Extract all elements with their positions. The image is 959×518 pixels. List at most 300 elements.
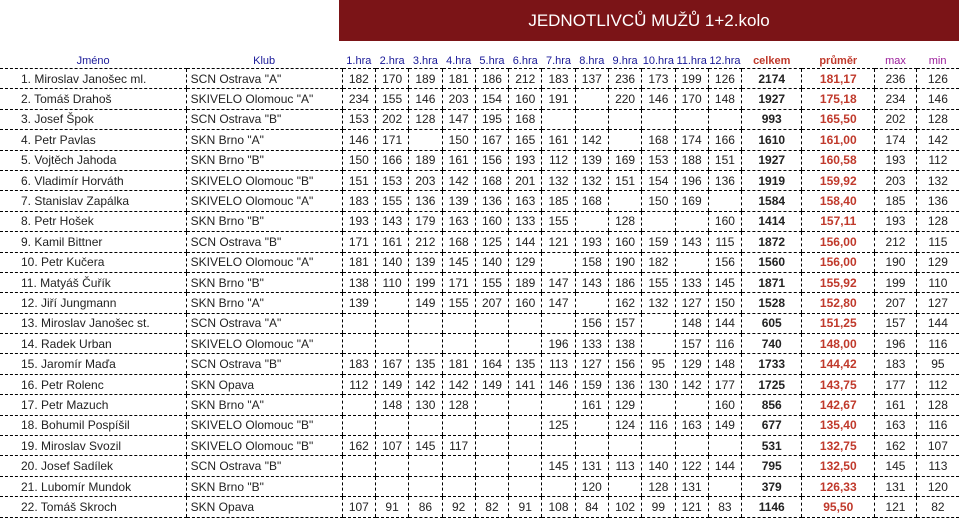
header-hra-12: 12.hra — [709, 54, 741, 67]
cell-average: 152,80 — [802, 293, 875, 313]
cell-game-7: 155 — [542, 211, 575, 231]
cell-game-10: 173 — [642, 69, 675, 89]
cell-game-11: 188 — [675, 150, 708, 170]
cell-game-2: 107 — [375, 436, 408, 456]
cell-game-1: 183 — [342, 191, 375, 211]
cell-game-10: 155 — [642, 272, 675, 292]
cell-min: 144 — [916, 313, 959, 333]
cell-total: 1414 — [742, 211, 802, 231]
cell-game-8: 142 — [575, 130, 608, 150]
cell-min: 120 — [916, 476, 959, 496]
cell-game-10 — [642, 436, 675, 456]
cell-game-9: 186 — [608, 272, 641, 292]
cell-game-2: 110 — [375, 272, 408, 292]
cell-game-8: 137 — [575, 69, 608, 89]
cell-game-5: 167 — [475, 130, 508, 150]
cell-game-8: 161 — [575, 395, 608, 415]
cell-game-3: 189 — [409, 69, 442, 89]
cell-game-4: 117 — [442, 436, 475, 456]
cell-game-5: 155 — [475, 272, 508, 292]
cell-game-2 — [375, 334, 408, 354]
cell-club: SKIVELO Olomouc "B" — [186, 415, 342, 435]
cell-game-12: 144 — [708, 313, 741, 333]
cell-game-1: 107 — [342, 497, 375, 517]
cell-game-6 — [509, 415, 542, 435]
cell-club: SKIVELO Olomouc "A" — [186, 252, 342, 272]
cell-max: 163 — [875, 415, 917, 435]
cell-min: 142 — [916, 130, 959, 150]
cell-game-7: 196 — [542, 334, 575, 354]
cell-game-12: 160 — [708, 211, 741, 231]
cell-min: 116 — [916, 415, 959, 435]
cell-max: 234 — [875, 89, 917, 109]
cell-game-8: 133 — [575, 334, 608, 354]
cell-game-12: 83 — [708, 497, 741, 517]
cell-game-1: 139 — [342, 293, 375, 313]
cell-game-3: 146 — [409, 89, 442, 109]
table-row — [0, 252, 959, 272]
cell-name: 22. Tomáš Skroch — [0, 497, 186, 517]
cell-game-9: 124 — [608, 415, 641, 435]
cell-club: SCN Ostrava "A" — [186, 313, 342, 333]
cell-game-3 — [409, 313, 442, 333]
cell-game-6: 163 — [509, 191, 542, 211]
cell-game-2: 170 — [375, 69, 408, 89]
cell-game-6: 165 — [509, 130, 542, 150]
cell-min: 116 — [916, 334, 959, 354]
cell-average: 156,00 — [802, 232, 875, 252]
cell-name: 20. Josef Sadílek — [0, 456, 186, 476]
table-row — [0, 89, 959, 109]
cell-game-7: 147 — [542, 293, 575, 313]
cell-max: 162 — [875, 436, 917, 456]
cell-game-9: 236 — [608, 69, 641, 89]
cell-game-3 — [409, 456, 442, 476]
cell-name: 3. Josef Špok — [0, 109, 186, 129]
cell-game-12: 149 — [708, 415, 741, 435]
cell-max: 190 — [875, 252, 917, 272]
cell-game-12: 177 — [708, 374, 741, 394]
cell-game-8: 158 — [575, 252, 608, 272]
header-hra-9: 9.hra — [612, 54, 638, 67]
cell-game-8 — [575, 211, 608, 231]
cell-game-7 — [542, 109, 575, 129]
cell-game-1: 153 — [342, 109, 375, 129]
cell-game-2 — [375, 313, 408, 333]
cell-name: 4. Petr Pavlas — [0, 130, 186, 150]
cell-game-12: 126 — [708, 69, 741, 89]
cell-club: SKN Opava — [186, 374, 342, 394]
cell-max: 212 — [875, 232, 917, 252]
header-hra-1: 1.hra — [346, 54, 372, 67]
cell-game-3: 189 — [409, 150, 442, 170]
cell-total: 1560 — [742, 252, 802, 272]
cell-max: 131 — [875, 476, 917, 496]
cell-game-8 — [575, 293, 608, 313]
cell-game-5: 207 — [475, 293, 508, 313]
cell-game-9 — [608, 109, 641, 129]
cell-name: 11. Matyáš Čuřík — [0, 272, 186, 292]
cell-game-4: 147 — [442, 109, 475, 129]
cell-game-2 — [375, 456, 408, 476]
cell-game-2: 148 — [375, 395, 408, 415]
cell-total: 1733 — [742, 354, 802, 374]
cell-game-8: 84 — [575, 497, 608, 517]
cell-game-8: 120 — [575, 476, 608, 496]
cell-total: 2174 — [742, 69, 802, 89]
cell-average: 132,75 — [802, 436, 875, 456]
cell-name: 17. Petr Mazuch — [0, 395, 186, 415]
cell-game-6: 91 — [509, 497, 542, 517]
cell-game-6 — [509, 456, 542, 476]
cell-max: 121 — [875, 497, 917, 517]
cell-game-4: 128 — [442, 395, 475, 415]
cell-name: 16. Petr Rolenc — [0, 374, 186, 394]
cell-game-3: 145 — [409, 436, 442, 456]
cell-min: 129 — [916, 252, 959, 272]
cell-game-11: 129 — [675, 354, 708, 374]
cell-total: 993 — [742, 109, 802, 129]
cell-game-7: 183 — [542, 69, 575, 89]
cell-game-5 — [475, 436, 508, 456]
header-jmeno: Jméno — [76, 54, 110, 67]
cell-average: 95,50 — [802, 497, 875, 517]
cell-game-12: 156 — [708, 252, 741, 272]
cell-game-9: 157 — [608, 313, 641, 333]
cell-game-11: 199 — [675, 69, 708, 89]
cell-game-4: 161 — [442, 150, 475, 170]
cell-game-11: 133 — [675, 272, 708, 292]
cell-game-7 — [542, 252, 575, 272]
cell-game-4: 203 — [442, 89, 475, 109]
cell-average: 165,50 — [802, 109, 875, 129]
cell-name: 5. Vojtěch Jahoda — [0, 150, 186, 170]
cell-name: 18. Bohumil Pospíšil — [0, 415, 186, 435]
cell-total: 1872 — [742, 232, 802, 252]
cell-game-6 — [509, 395, 542, 415]
cell-game-5: 154 — [475, 89, 508, 109]
cell-game-10: 182 — [642, 252, 675, 272]
cell-game-11 — [675, 252, 708, 272]
cell-game-3: 139 — [409, 252, 442, 272]
cell-min: 95 — [916, 354, 959, 374]
cell-min: 136 — [916, 191, 959, 211]
cell-game-7: 146 — [542, 374, 575, 394]
cell-name: 9. Kamil Bittner — [0, 232, 186, 252]
cell-game-4 — [442, 334, 475, 354]
cell-game-7 — [542, 313, 575, 333]
cell-max: 161 — [875, 395, 917, 415]
cell-game-8: 193 — [575, 232, 608, 252]
cell-game-4: 150 — [442, 130, 475, 150]
cell-game-11: 170 — [675, 89, 708, 109]
cell-average: 159,92 — [802, 170, 875, 190]
cell-game-5: 195 — [475, 109, 508, 129]
cell-game-10: 159 — [642, 232, 675, 252]
cell-game-1 — [342, 415, 375, 435]
cell-game-5: 82 — [475, 497, 508, 517]
cell-game-9: 129 — [608, 395, 641, 415]
table-row — [0, 170, 959, 190]
header-hra-2: 2.hra — [379, 54, 405, 67]
cell-game-11: 143 — [675, 232, 708, 252]
cell-game-6 — [509, 436, 542, 456]
cell-club: SKIVELO Olomouc "B" — [186, 436, 342, 456]
cell-game-6: 168 — [509, 109, 542, 129]
cell-name: 1. Miroslav Janošec ml. — [0, 69, 186, 89]
cell-average: 142,67 — [802, 395, 875, 415]
cell-game-2 — [375, 415, 408, 435]
cell-min: 126 — [916, 69, 959, 89]
cell-game-7 — [542, 395, 575, 415]
cell-game-10: 95 — [642, 354, 675, 374]
header-klub: Klub — [253, 54, 276, 67]
cell-game-10: 146 — [642, 89, 675, 109]
header-prumer: průměr — [819, 54, 858, 67]
cell-game-12: 160 — [708, 395, 741, 415]
cell-club: SCN Ostrava "B" — [186, 232, 342, 252]
cell-game-11: 157 — [675, 334, 708, 354]
cell-min: 146 — [916, 89, 959, 109]
cell-game-4: 92 — [442, 497, 475, 517]
cell-game-9: 136 — [608, 374, 641, 394]
cell-game-2: 202 — [375, 109, 408, 129]
cell-game-10: 168 — [642, 130, 675, 150]
cell-game-11 — [675, 211, 708, 231]
cell-name: 15. Jaromír Maďa — [0, 354, 186, 374]
cell-game-2: 143 — [375, 211, 408, 231]
cell-total: 677 — [742, 415, 802, 435]
cell-game-10 — [642, 313, 675, 333]
results-table — [0, 53, 959, 518]
cell-game-10 — [642, 334, 675, 354]
cell-game-1: 150 — [342, 150, 375, 170]
cell-game-2: 167 — [375, 354, 408, 374]
cell-game-3: 142 — [409, 374, 442, 394]
table-row — [0, 150, 959, 170]
cell-game-5: 168 — [475, 170, 508, 190]
cell-game-11: 131 — [675, 476, 708, 496]
cell-game-12: 116 — [708, 334, 741, 354]
cell-average: 175,18 — [802, 89, 875, 109]
cell-game-6 — [509, 313, 542, 333]
cell-min: 128 — [916, 395, 959, 415]
cell-game-12: 148 — [708, 89, 741, 109]
cell-total: 740 — [742, 334, 802, 354]
cell-max: 199 — [875, 272, 917, 292]
cell-game-2: 171 — [375, 130, 408, 150]
header-hra-10: 10.hra — [642, 54, 674, 67]
cell-game-8 — [575, 415, 608, 435]
cell-club: SKN Brno "B" — [186, 272, 342, 292]
cell-club: SKIVELO Olomouc "A" — [186, 89, 342, 109]
cell-game-11: 148 — [675, 313, 708, 333]
cell-total: 531 — [742, 436, 802, 456]
cell-game-1: 146 — [342, 130, 375, 150]
cell-game-4: 142 — [442, 374, 475, 394]
cell-average: 143,75 — [802, 374, 875, 394]
table-row — [0, 456, 959, 476]
cell-game-5: 149 — [475, 374, 508, 394]
table-row — [0, 374, 959, 394]
header-min: min — [928, 54, 947, 67]
cell-game-4: 155 — [442, 293, 475, 313]
cell-game-8: 139 — [575, 150, 608, 170]
cell-game-1: 138 — [342, 272, 375, 292]
header-hra-7: 7.hra — [545, 54, 572, 67]
cell-name: 2. Tomáš Drahoš — [0, 89, 186, 109]
cell-average: 155,92 — [802, 272, 875, 292]
cell-game-3: 179 — [409, 211, 442, 231]
cell-game-6: 135 — [509, 354, 542, 374]
cell-total: 1528 — [742, 293, 802, 313]
cell-game-8: 159 — [575, 374, 608, 394]
cell-game-4: 142 — [442, 170, 475, 190]
cell-game-9: 160 — [608, 232, 641, 252]
cell-name: 13. Miroslav Janošec st. — [0, 313, 186, 333]
cell-game-8: 132 — [575, 170, 608, 190]
cell-game-5: 160 — [475, 211, 508, 231]
cell-game-7: 121 — [542, 232, 575, 252]
table-row — [0, 211, 959, 231]
cell-club: SCN Ostrava "B" — [186, 354, 342, 374]
header-hra-11: 11.hra — [676, 54, 707, 67]
cell-game-11: 127 — [675, 293, 708, 313]
cell-game-7: 132 — [542, 170, 575, 190]
cell-game-10: 153 — [642, 150, 675, 170]
cell-min: 128 — [916, 211, 959, 231]
cell-game-3 — [409, 415, 442, 435]
cell-game-9: 220 — [608, 89, 641, 109]
cell-game-11 — [675, 436, 708, 456]
cell-game-11: 142 — [675, 374, 708, 394]
cell-game-12: 136 — [708, 170, 741, 190]
cell-min: 128 — [916, 109, 959, 129]
cell-game-1: 182 — [342, 69, 375, 89]
cell-game-1: 112 — [342, 374, 375, 394]
cell-game-12 — [708, 436, 741, 456]
cell-game-12 — [708, 109, 741, 129]
cell-game-11: 196 — [675, 170, 708, 190]
cell-club: SKIVELO Olomouc "B" — [186, 170, 342, 190]
cell-game-2: 161 — [375, 232, 408, 252]
table-row — [0, 293, 959, 313]
cell-game-1: 183 — [342, 354, 375, 374]
cell-average: 161,00 — [802, 130, 875, 150]
table-row — [0, 109, 959, 129]
cell-game-8: 143 — [575, 272, 608, 292]
cell-game-1: 151 — [342, 170, 375, 190]
cell-game-2: 153 — [375, 170, 408, 190]
cell-game-11: 174 — [675, 130, 708, 150]
cell-min: 112 — [916, 374, 959, 394]
cell-total: 605 — [742, 313, 802, 333]
cell-game-7: 108 — [542, 497, 575, 517]
cell-game-1: 171 — [342, 232, 375, 252]
cell-game-2: 155 — [375, 89, 408, 109]
cell-game-7: 191 — [542, 89, 575, 109]
cell-game-4: 171 — [442, 272, 475, 292]
cell-total: 379 — [742, 476, 802, 496]
cell-max: 193 — [875, 211, 917, 231]
cell-game-8: 168 — [575, 191, 608, 211]
cell-game-1: 181 — [342, 252, 375, 272]
table-row — [0, 436, 959, 456]
cell-game-3: 199 — [409, 272, 442, 292]
header-celkem: celkem — [753, 54, 791, 67]
cell-total: 1919 — [742, 170, 802, 190]
cell-total: 1927 — [742, 89, 802, 109]
cell-game-6: 129 — [509, 252, 542, 272]
cell-game-9: 113 — [608, 456, 641, 476]
cell-game-6: 133 — [509, 211, 542, 231]
cell-club: SKN Brno "B" — [186, 150, 342, 170]
cell-game-8: 131 — [575, 456, 608, 476]
cell-club: SKN Brno "B" — [186, 211, 342, 231]
cell-game-9: 156 — [608, 354, 641, 374]
cell-game-6: 144 — [509, 232, 542, 252]
cell-game-8: 156 — [575, 313, 608, 333]
cell-game-10: 99 — [642, 497, 675, 517]
cell-club: SCN Ostrava "A" — [186, 69, 342, 89]
cell-game-7: 113 — [542, 354, 575, 374]
cell-average: 157,11 — [802, 211, 875, 231]
cell-name: 21. Lubomír Mundok — [0, 476, 186, 496]
cell-game-8: 127 — [575, 354, 608, 374]
cell-average: 151,25 — [802, 313, 875, 333]
cell-game-4 — [442, 456, 475, 476]
table-row — [0, 130, 959, 150]
cell-max: 177 — [875, 374, 917, 394]
table-row — [0, 232, 959, 252]
cell-game-10 — [642, 109, 675, 129]
cell-min: 110 — [916, 272, 959, 292]
cell-max: 196 — [875, 334, 917, 354]
cell-game-12: 151 — [708, 150, 741, 170]
cell-game-3: 128 — [409, 109, 442, 129]
cell-game-3: 135 — [409, 354, 442, 374]
cell-game-12: 150 — [708, 293, 741, 313]
cell-game-12: 115 — [708, 232, 741, 252]
cell-game-2: 149 — [375, 374, 408, 394]
cell-name: 14. Radek Urban — [0, 334, 186, 354]
cell-game-5: 156 — [475, 150, 508, 170]
cell-game-9 — [608, 436, 641, 456]
cell-average: 181,17 — [802, 69, 875, 89]
cell-game-10: 150 — [642, 191, 675, 211]
cell-game-9: 169 — [608, 150, 641, 170]
cell-club: SKN Brno "A" — [186, 130, 342, 150]
cell-game-10: 154 — [642, 170, 675, 190]
cell-game-7: 147 — [542, 272, 575, 292]
cell-game-4: 168 — [442, 232, 475, 252]
cell-game-3: 130 — [409, 395, 442, 415]
cell-max: 193 — [875, 150, 917, 170]
cell-min: 112 — [916, 150, 959, 170]
cell-club: SKIVELO Olomouc "A" — [186, 334, 342, 354]
cell-game-2: 91 — [375, 497, 408, 517]
cell-game-9 — [608, 130, 641, 150]
cell-average: 156,00 — [802, 252, 875, 272]
cell-game-9: 151 — [608, 170, 641, 190]
cell-name: 12. Jiří Jungmann — [0, 293, 186, 313]
cell-club: SCN Ostrava "B" — [186, 456, 342, 476]
cell-game-9: 162 — [608, 293, 641, 313]
cell-game-3 — [409, 334, 442, 354]
cell-game-7: 145 — [542, 456, 575, 476]
cell-game-5 — [475, 395, 508, 415]
cell-min: 107 — [916, 436, 959, 456]
